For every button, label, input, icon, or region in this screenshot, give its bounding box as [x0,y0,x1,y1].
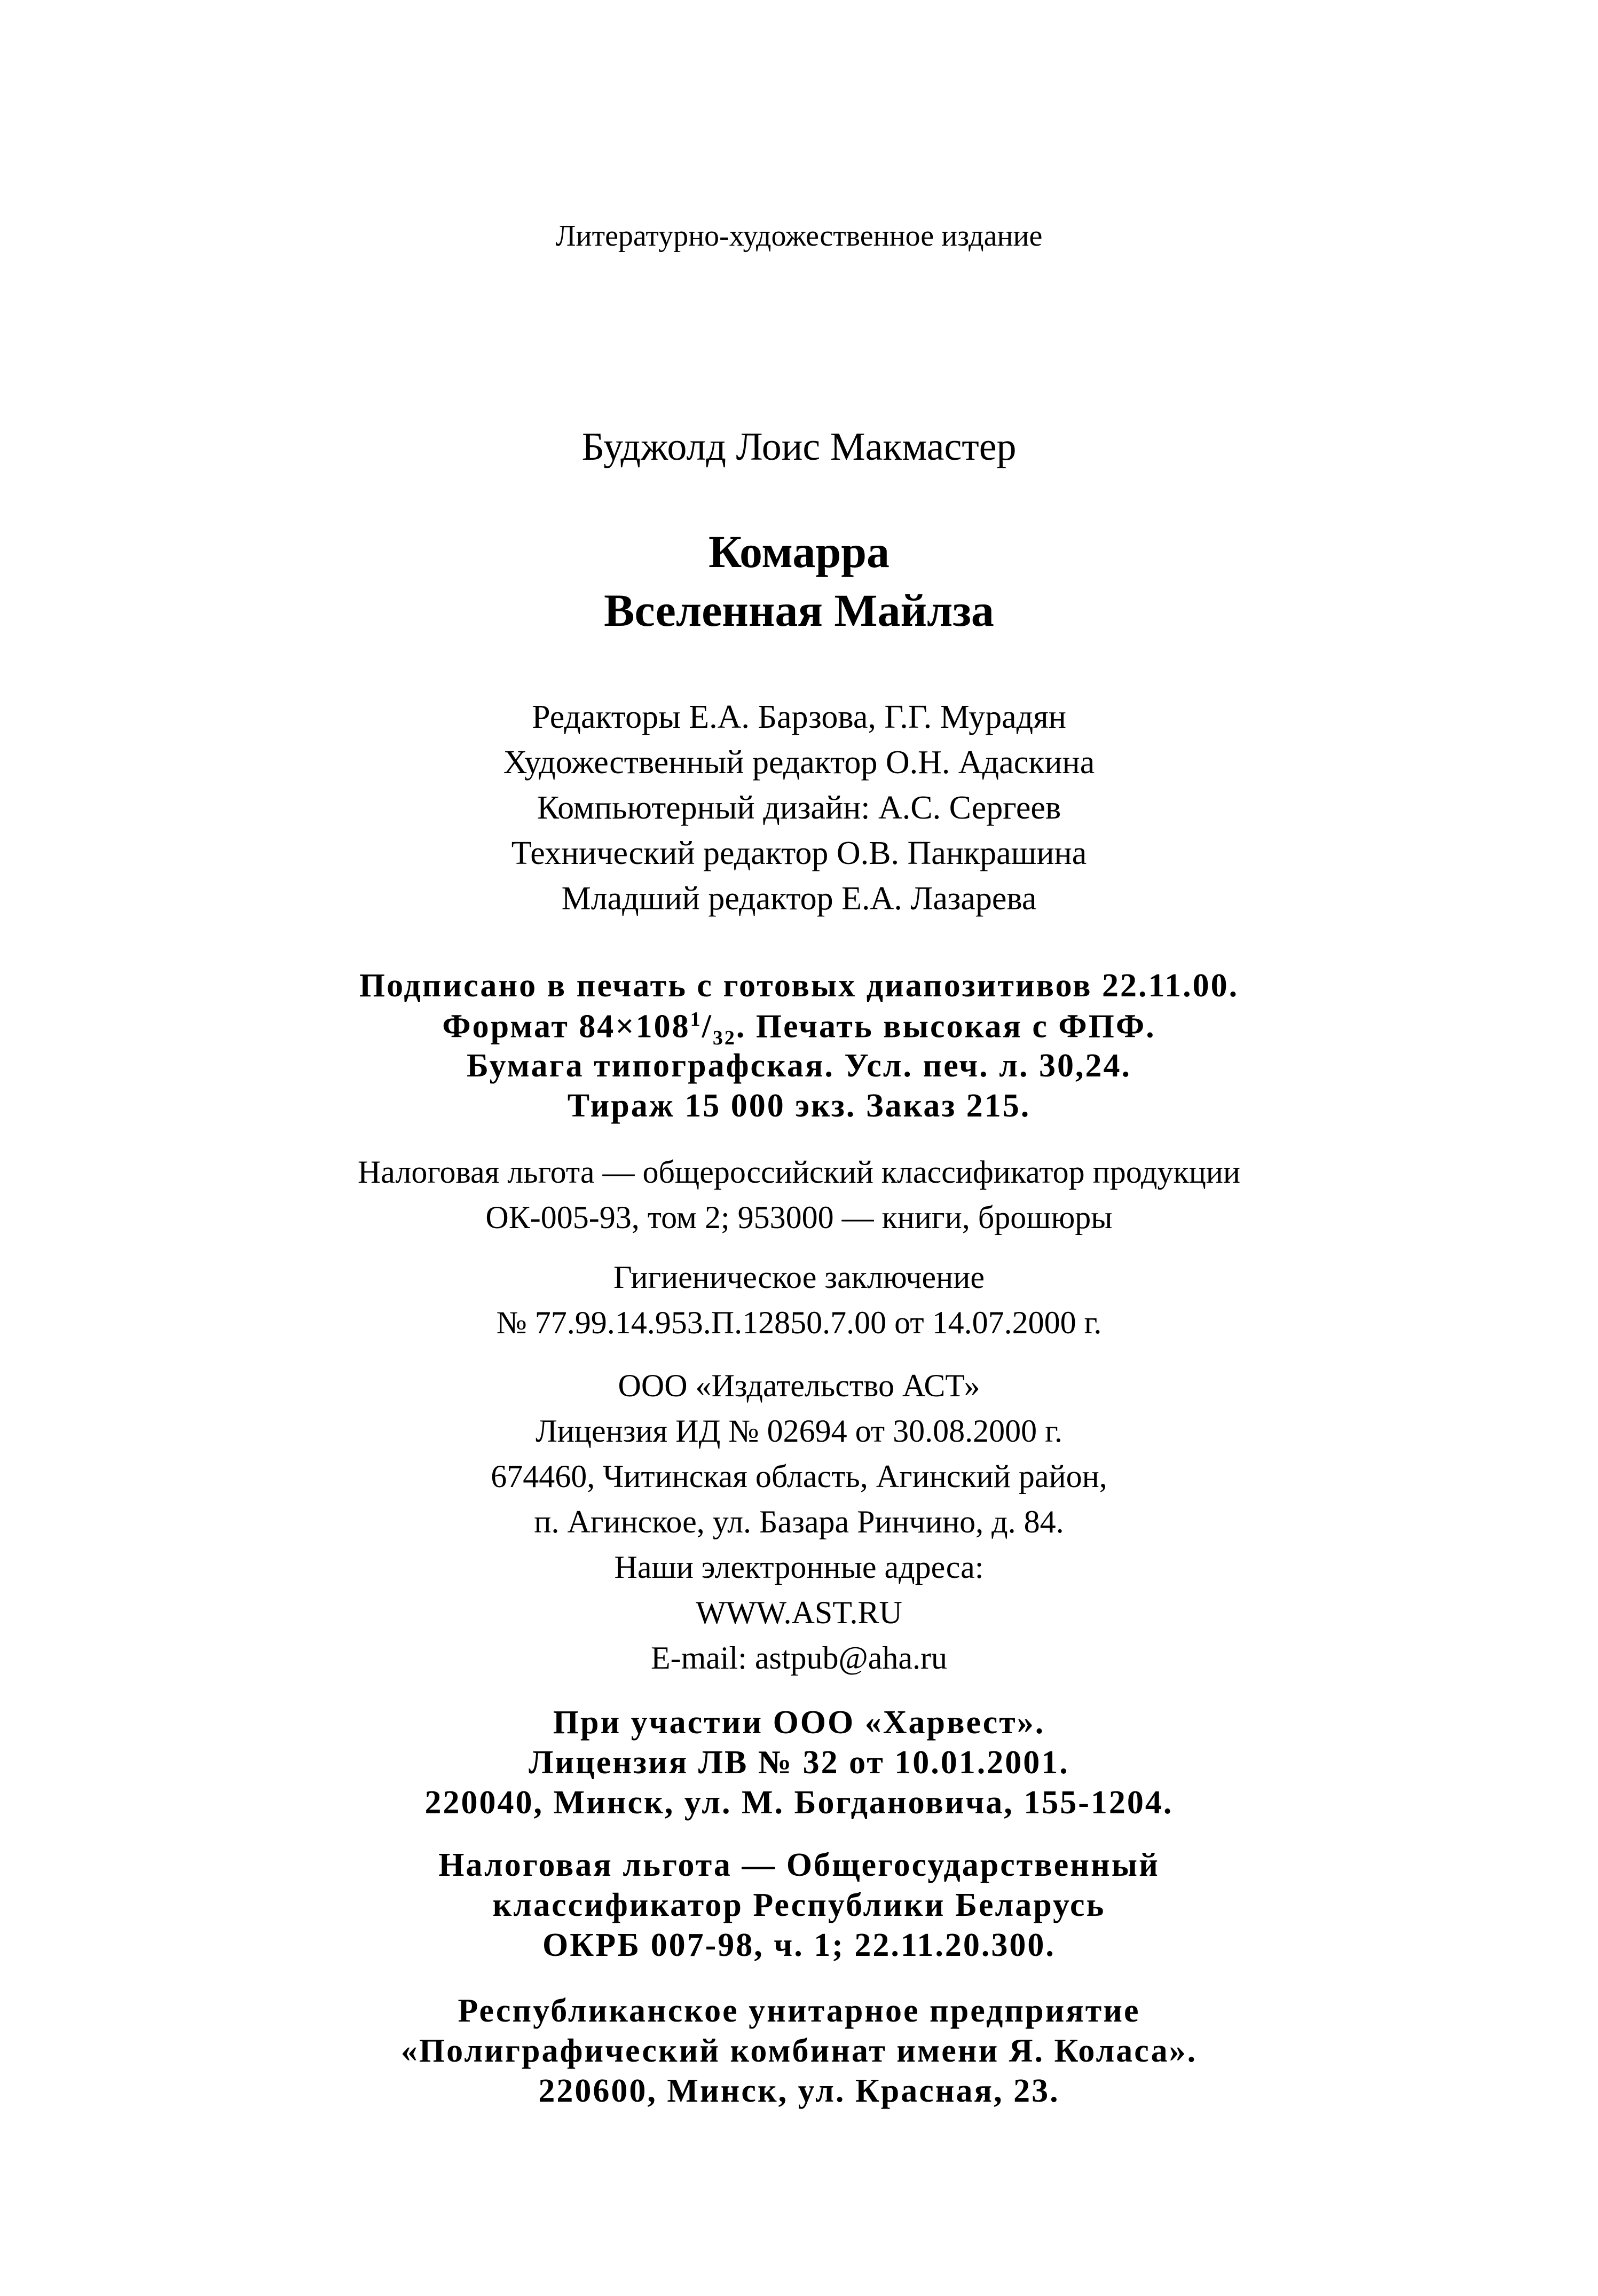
imprint-signed: Подписано в печать с готовых диапозитивов 22.11.00. [359,968,1239,1004]
tax-by-line-1: Налоговая льгота — Общегосударственный [438,1847,1160,1883]
harvest-license: Лицензия ЛВ № 32 от 10.01.2001. [529,1744,1069,1781]
printer-address: 220600, Минск, ул. Красная, 23. [538,2073,1060,2109]
series-title: Вселенная Майлза [604,585,994,636]
staff-art-editor: Художественный редактор О.Н. Адаскина [503,744,1095,781]
publisher-address-2: п. Агинское, ул. Базара Ринчино, д. 84. [534,1504,1064,1539]
harvest-address: 220040, Минск, ул. М. Богдановича, 155-1204. [424,1784,1174,1821]
staff-designer: Компьютерный дизайн: А.С. Сергеев [537,790,1061,826]
publisher-address-1: 674460, Читинская область, Агинский район, [491,1459,1107,1494]
staff-editors: Редакторы Е.А. Барзова, Г.Г. Мурадян [532,699,1066,735]
tax-by-line-3: ОКРБ 007-98, ч. 1; 22.11.20.300. [542,1927,1056,1963]
tax-ru-line-2: ОК-005-93, том 2; 953000 — книги, брошюры [485,1200,1113,1235]
imprint-format: Формат $84\times 108^1/_{32}$. Печать высокая с ФПФ. [442,1008,1156,1050]
hygiene-line-2: № 77.99.14.953.П.12850.7.00 от 14.07.2000 г. [496,1305,1102,1340]
imprint-run: Тираж 15 000 экз. Заказ 215. [567,1088,1031,1124]
publisher-web-label: Наши электронные адреса: [614,1550,984,1585]
staff-junior-editor: Младший редактор Е.А. Лазарева [561,880,1037,917]
publisher-email: E-mail: astpub@aha.ru [650,1640,948,1676]
harvest-line-1: При участии ООО «Харвест». [553,1704,1045,1741]
publisher-license: Лицензия ИД № 02694 от 30.08.2000 г. [536,1413,1062,1449]
publisher-website: WWW.AST.RU [696,1595,902,1630]
tax-by-line-2: классификатор Республики Беларусь [492,1887,1106,1923]
imprint-paper: Бумага типографская. Усл. печ. л. 30,24. [467,1048,1131,1084]
staff-tech-editor: Технический редактор О.В. Панкрашина [511,835,1087,871]
hygiene-line-1: Гигиеническое заключение [613,1260,985,1295]
book-title: Комарра [708,526,890,577]
printer-line-2: «Полиграфический комбинат имени Я. Коласа». [400,2033,1198,2069]
printer-line-1: Республиканское унитарное предприятие [458,1993,1140,2029]
edition-type: Литературно-художественное издание [555,219,1043,253]
publisher-name: ООО «Издательство АСТ» [618,1368,980,1403]
author-name: Буджолд Лоис Макмастер [581,425,1017,469]
tax-ru-line-1: Налоговая льгота — общероссийский классификатор продукции [357,1154,1241,1190]
